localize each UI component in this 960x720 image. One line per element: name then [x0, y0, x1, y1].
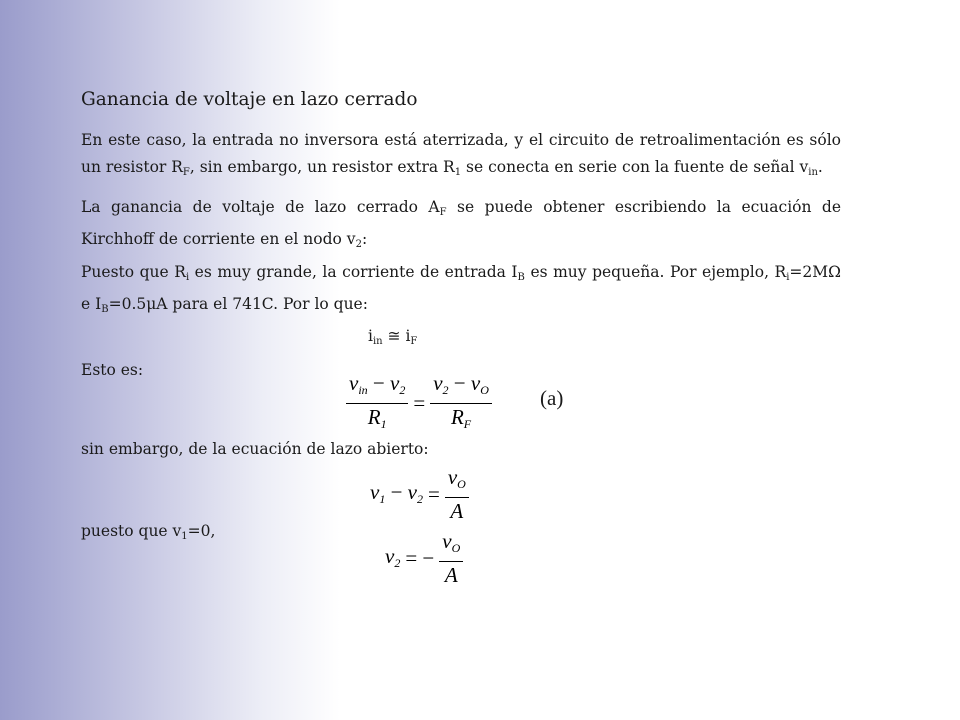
paragraph-3: Puesto que $R_i$ es muy grande, la corriente de entrada $I_B$ es muy pequeña. Por ejemplo, $R_i=2M\Omega$ e $I_B=0.5\mu A$ para el 741C. Por lo que:: [81, 263, 841, 315]
label-esto-es: Esto es:: [81, 361, 144, 379]
paragraph-2: La ganancia de voltaje de lazo cerrado $A_F$ se puede obtener escribiendo la ecuación de Kirchhoff de corriente en el nodo $v_2$:: [81, 198, 842, 250]
paragraph-1: En este caso, la entrada no inversora está aterrizada, y el circuito de retroalimentación es sólo un resistor $R_F$, sin embargo, un resistor extra $R_1$ se conecta en serie con la fuente de señal $v_{in}$.: [81, 131, 841, 178]
slide-title: Ganancia de voltaje en lazo cerrado: [81, 89, 418, 110]
equation-v2: $v_2$ = − $\frac{v_O}{A}$: [385, 530, 463, 586]
label-puesto-que: puesto que $v_1=0$,: [81, 522, 216, 542]
equation-a-tag: (a): [540, 386, 564, 410]
equation-open-loop: $v_1 - v_2$ = $\frac{v_O}{A}$: [370, 466, 469, 522]
current-approx-equation: $i_{in}$ ≅ $i_F$: [368, 327, 418, 347]
equation-a: $\frac{v_{in} - v_2}{R_1}$ = $\frac{v_2 - v_O}{R_F}$: [346, 372, 492, 435]
label-sin-embargo: sin embargo, de la ecuación de lazo abierto:: [81, 440, 429, 458]
